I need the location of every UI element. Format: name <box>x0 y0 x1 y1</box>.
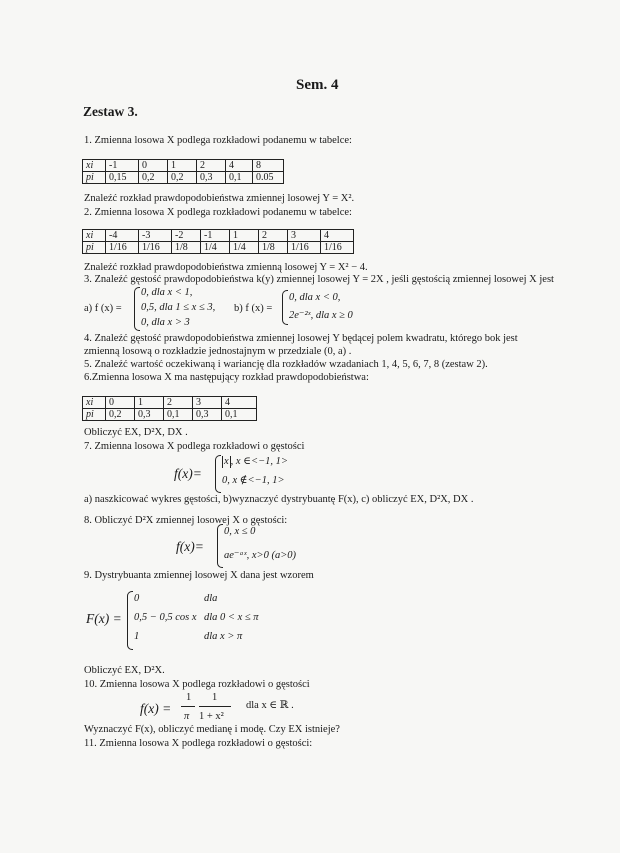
table-cell: 0.05 <box>253 172 284 184</box>
table-cell: 0 <box>106 397 135 409</box>
problem-9-case-3-cond: dla x > π <box>204 631 243 642</box>
table-cell: xi <box>83 230 106 242</box>
problem-6-task: Obliczyć EX, D²X, DX . <box>84 427 188 438</box>
problem-8-lhs: f(x)= <box>176 539 204 554</box>
table-cell: -1 <box>106 160 139 172</box>
table-cell: 1/16 <box>288 242 321 254</box>
problem-6-table <box>82 396 257 421</box>
table-cell: 2 <box>259 230 288 242</box>
table-cell: 0,1 <box>164 409 193 421</box>
problem-9-task: Obliczyć EX, D²X. <box>84 665 165 676</box>
problem-7-case-2: 0, x ∉<−1, 1> <box>222 475 285 486</box>
problem-1-text: 1. Zmienna losowa X podlega rozkładowi podanemu w tabelce: <box>84 135 352 146</box>
table-cell: 1 <box>168 160 197 172</box>
problem-3a-case: 0, dla x > 3 <box>141 317 190 328</box>
page-title: Sem. 4 <box>296 77 339 93</box>
problem-9-text: 9. Dystrybuanta zmiennej losowej X dana jest wzorem <box>84 570 314 581</box>
problem-10-text: 10. Zmienna losowa X podlega rozkładowi o gęstości <box>84 679 310 690</box>
table-cell: 0,3 <box>197 172 226 184</box>
table-row <box>83 409 257 421</box>
fraction-denominator: 1 + x² <box>199 711 224 722</box>
table-cell: 3 <box>288 230 321 242</box>
brace-icon <box>127 591 133 650</box>
problem-5-text: 5. Znaleźć wartość oczekiwaną i wariancję dla rozkładów wzadaniach 1, 4, 5, 6, 7, 8 (zestaw 2). <box>84 359 488 370</box>
table-cell: pi <box>83 409 106 421</box>
problem-8-text: 8. Obliczyć D²X zmiennej losowej X o gęstości: <box>84 515 288 526</box>
brace-icon <box>217 524 223 568</box>
table-cell: xi <box>83 160 106 172</box>
table-row <box>83 397 257 409</box>
table-cell: 4 <box>222 397 257 409</box>
fraction-denominator: π <box>184 711 190 722</box>
problem-7-text: 7. Zmienna losowa X podlega rozkładowi o gęstości <box>84 441 305 452</box>
problem-4-text: 4. Znaleźć gęstość prawdopodobieństwa zmiennej losowej Y będącej polem kwadratu, którego bok jest <box>84 333 518 344</box>
table-cell: 1/4 <box>201 242 230 254</box>
table-cell: 0,2 <box>139 172 168 184</box>
problem-3b-case: 2e⁻²ˣ, dla x ≥ 0 <box>289 310 353 321</box>
table-cell: 0 <box>139 160 168 172</box>
problem-7-case-1-cond: , x ∈<−1, 1> <box>230 456 288 467</box>
problem-4-text-cont: zmienną losową o rozkładzie jednostajnym w przedziale (0, a) . <box>84 346 352 357</box>
problem-3a-label: a) f (x) = <box>84 303 122 314</box>
problem-3b-label: b) f (x) = <box>234 303 273 314</box>
problem-3-text: 3. Znaleźć gęstość prawdopodobieństwa k(y) zmiennej losowej Y = 2X , jeśli gęstością zmiennej losowej X jest <box>84 274 554 285</box>
table-cell: 0,2 <box>106 409 135 421</box>
problem-9-case-2-cond: dla 0 < x ≤ π <box>204 612 259 623</box>
set-heading: Zestaw 3. <box>83 104 138 119</box>
table-cell: 0,2 <box>168 172 197 184</box>
problem-10-cond: dla x ∈ ℝ . <box>246 700 294 711</box>
problem-9-case-1-cond: dla <box>204 593 218 604</box>
problem-6-text: 6.Zmienna losowa X ma następujący rozkład prawdopodobieństwa: <box>84 372 369 383</box>
table-cell: -3 <box>139 230 172 242</box>
problem-7-task: a) naszkicować wykres gęstości, b)wyznaczyć dystrybuantę F(x), c) obliczyć EX, D²X, DX . <box>84 494 474 505</box>
table-cell: 0,3 <box>193 409 222 421</box>
problem-8-case-1: 0, x ≤ 0 <box>224 526 256 537</box>
table-cell: 4 <box>321 230 354 242</box>
table-cell: 4 <box>226 160 253 172</box>
brace-icon <box>282 290 288 325</box>
table-cell: 0,1 <box>222 409 257 421</box>
problem-3b-case: 0, dla x < 0, <box>289 292 341 303</box>
table-cell: 1/4 <box>230 242 259 254</box>
problem-10-lhs: f(x) = <box>140 701 172 716</box>
table-cell: pi <box>83 242 106 254</box>
table-cell: pi <box>83 172 106 184</box>
table-cell: 1 <box>230 230 259 242</box>
fraction-numerator: 1 <box>186 692 192 703</box>
problem-8-case-2: ae⁻ᵃˣ, x>0 (a>0) <box>224 550 297 561</box>
table-cell: 8 <box>253 160 284 172</box>
problem-2-task: Znaleźć rozkład prawdopodobieństwa zmienną losowej Y = X² − 4. <box>84 262 368 273</box>
table-cell: 0,15 <box>106 172 139 184</box>
problem-2-text: 2. Zmienna losowa X podlega rozkładowi podanemu w tabelce: <box>84 207 352 218</box>
problem-3a-case: 0, dla x < 1, <box>141 287 193 298</box>
problem-3a-case: 0,5, dla 1 ≤ x ≤ 3, <box>141 302 216 313</box>
problem-10-task: Wyznaczyć F(x), obliczyć medianę i modę. Czy EX istnieje? <box>84 724 340 735</box>
problem-1-table <box>82 159 284 184</box>
table-row <box>83 172 284 184</box>
problem-9-case-3-value: 1 <box>134 631 140 642</box>
table-cell: 1/16 <box>321 242 354 254</box>
table-cell: 0,1 <box>226 172 253 184</box>
table-cell: 2 <box>197 160 226 172</box>
table-cell: -2 <box>172 230 201 242</box>
fraction-line <box>199 706 231 707</box>
problem-7-case-1 <box>222 456 288 468</box>
table-cell: 2 <box>164 397 193 409</box>
table-cell: xi <box>83 397 106 409</box>
problem-2-table <box>82 229 354 254</box>
table-row <box>83 230 354 242</box>
problem-11-text: 11. Zmienna losowa X podlega rozkładowi o gęstości: <box>84 738 313 749</box>
table-cell: 1/16 <box>106 242 139 254</box>
problem-7-lhs: f(x)= <box>174 466 202 481</box>
fraction-numerator: 1 <box>212 692 218 703</box>
absolute-value: x <box>224 456 229 467</box>
problem-9-lhs: F(x) = <box>86 611 122 626</box>
table-cell: 0,3 <box>135 409 164 421</box>
table-cell: 1/8 <box>259 242 288 254</box>
table-cell: -1 <box>201 230 230 242</box>
fraction-line <box>181 706 195 707</box>
table-cell: 1/8 <box>172 242 201 254</box>
table-cell: 3 <box>193 397 222 409</box>
table-cell: 1/16 <box>139 242 172 254</box>
table-row <box>83 242 354 254</box>
table-row <box>83 160 284 172</box>
problem-9-case-2-value: 0,5 − 0,5 cos x <box>134 612 197 623</box>
brace-icon <box>134 287 140 331</box>
table-cell: 1 <box>135 397 164 409</box>
table-cell: -4 <box>106 230 139 242</box>
problem-1-task: Znaleźć rozkład prawdopodobieństwa zmiennej losowej Y = X². <box>84 193 355 204</box>
problem-9-case-1-value: 0 <box>134 593 140 604</box>
brace-icon <box>215 455 221 493</box>
